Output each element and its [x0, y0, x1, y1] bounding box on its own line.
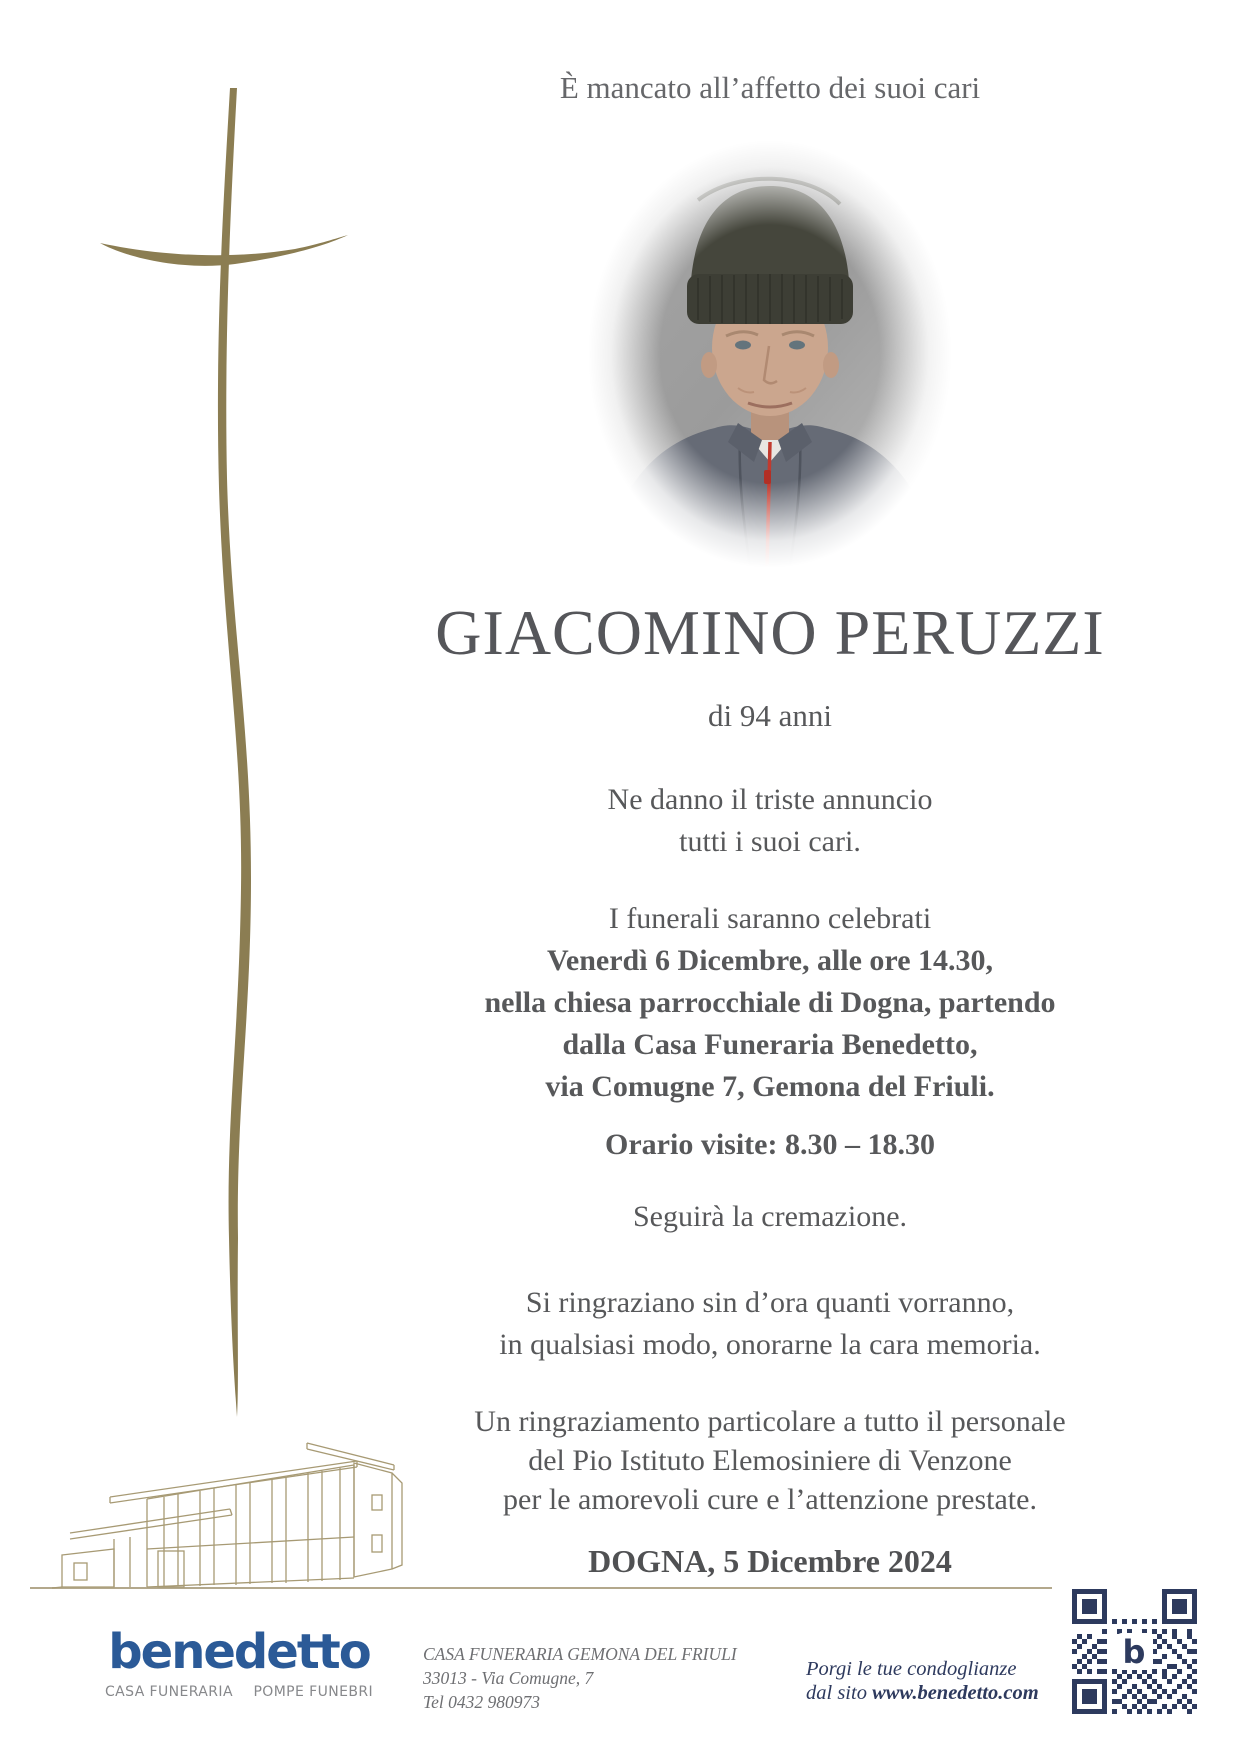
thanks-line: Si ringraziano sin d’ora quanti vorranno,	[525, 1286, 1015, 1319]
funeral-home-address	[423, 1642, 737, 1714]
qr-center-letter: b	[1122, 1633, 1146, 1671]
benedetto-logo	[105, 1626, 373, 1700]
logo-tagline-left: CASA FUNERARIA	[105, 1684, 233, 1700]
condolence-line	[806, 1681, 1039, 1705]
qr-code	[1072, 1589, 1197, 1714]
deceased-age: di 94 anni	[708, 698, 832, 733]
photo-vignette	[588, 140, 952, 568]
thanks-line: per le amorevoli cure e l’attenzione prestate.	[503, 1483, 1037, 1516]
announcement-paragraph	[300, 779, 1240, 863]
funeral-home-sketch-icon	[52, 1437, 404, 1589]
funeral-line: dalla Casa Funeraria Benedetto,	[562, 1028, 978, 1061]
announcement-line: Ne danno il triste annuncio	[607, 783, 933, 816]
portrait-photo	[588, 140, 952, 568]
thanks-line: in qualsiasi modo, onorarne la cara memoria.	[499, 1328, 1041, 1361]
condolence-invite	[806, 1657, 1039, 1705]
website-link[interactable]: www.benedetto.com	[872, 1682, 1039, 1704]
address-line: 33013 - Via Comugne, 7	[423, 1668, 594, 1688]
condolence-prefix: dal sito	[806, 1682, 873, 1704]
logo-tagline-right: POMPE FUNEBRI	[253, 1684, 373, 1700]
cremation-note: Seguirà la cremazione.	[632, 1200, 908, 1233]
thanks-line: del Pio Istituto Elemosiniere di Venzone	[528, 1444, 1012, 1477]
place-dateline: DOGNA, 5 Dicembre 2024	[588, 1543, 952, 1579]
address-line: Tel 0432 980973	[423, 1692, 541, 1712]
deceased-name: GIACOMINO PERUZZI	[435, 597, 1105, 668]
header-line: È mancato all’affetto dei suoi cari	[559, 70, 981, 105]
announcement-line: tutti i suoi cari.	[679, 825, 861, 858]
funeral-line: via Comugne 7, Gemona del Friuli.	[545, 1070, 995, 1103]
special-thanks-paragraph	[300, 1402, 1240, 1519]
condolence-line: Porgi le tue condoglianze	[806, 1658, 1017, 1680]
funeral-line: nella chiesa parrocchiale di Dogna, partendo	[484, 986, 1056, 1019]
address-line: CASA FUNERARIA GEMONA DEL FRIULI	[423, 1644, 737, 1664]
funeral-intro: I funerali saranno celebrati	[608, 902, 932, 935]
funeral-line: Venerdì 6 Dicembre, alle ore 14.30,	[546, 944, 994, 977]
visiting-hours: Orario visite: 8.30 – 18.30	[605, 1128, 935, 1161]
thanks-line: Un ringraziamento particolare a tutto il personale	[474, 1405, 1066, 1438]
logo-tagline	[105, 1684, 373, 1700]
funeral-details	[300, 898, 1240, 1108]
thanks-paragraph	[300, 1282, 1240, 1366]
logo-wordmark: benedetto	[108, 1624, 370, 1680]
